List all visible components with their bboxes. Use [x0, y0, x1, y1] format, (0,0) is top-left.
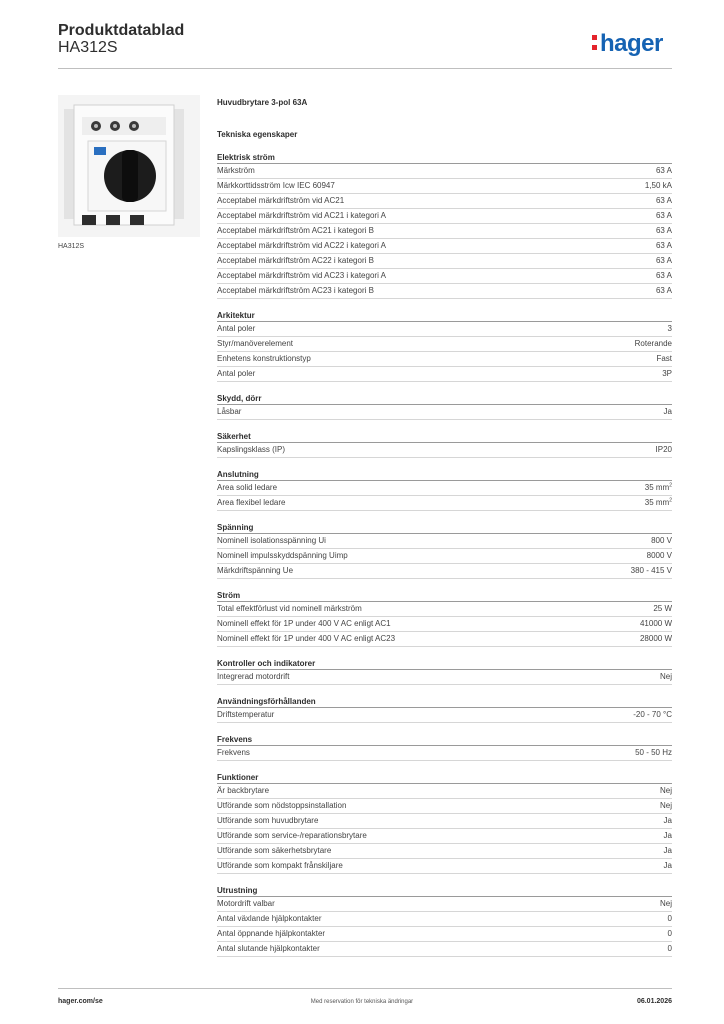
image-caption: HA312S	[58, 243, 85, 250]
product-image	[58, 95, 200, 237]
spec-value: Nej	[659, 786, 672, 795]
spec-section	[217, 152, 672, 299]
spec-value: 25 W	[653, 604, 672, 613]
spec-value: 800 V	[651, 536, 672, 545]
spec-label: Motordrift valbar	[217, 899, 275, 908]
spec-value: Nej	[659, 672, 672, 681]
spec-label: Acceptabel märkdriftström vid AC23 i kategori A	[217, 271, 386, 280]
spec-value: 63 A	[655, 241, 672, 250]
spec-row	[217, 443, 672, 458]
section-title: Kontroller och indikatorer	[217, 658, 672, 670]
spec-value: Ja	[663, 407, 672, 416]
spec-row	[217, 194, 672, 209]
spec-row	[217, 927, 672, 942]
spec-value: 3	[667, 324, 672, 333]
unit-superscript: 2	[669, 482, 672, 489]
spec-section	[217, 696, 672, 723]
spec-row	[217, 617, 672, 632]
section-title: Elektrisk ström	[217, 152, 672, 164]
spec-label: Märkström	[217, 166, 255, 175]
spec-label: Acceptabel märkdriftström AC22 i kategori B	[217, 256, 374, 265]
spec-value: Ja	[663, 831, 672, 840]
section-title: Ström	[217, 590, 672, 602]
spec-label: Acceptabel märkdriftström vid AC21 i kategori A	[217, 211, 386, 220]
spec-row	[217, 337, 672, 352]
spec-row	[217, 632, 672, 647]
spec-row	[217, 352, 672, 367]
spec-value: 63 A	[655, 271, 672, 280]
spec-value: 3P	[662, 369, 672, 378]
spec-row	[217, 164, 672, 179]
spec-label: Antal slutande hjälpkontakter	[217, 944, 320, 953]
spec-value: 380 - 415 V	[630, 566, 672, 575]
section-title: Anslutning	[217, 469, 672, 481]
spec-section	[217, 885, 672, 957]
header-divider	[58, 68, 672, 69]
section-title: Användningsförhållanden	[217, 696, 672, 708]
spec-value: 35 $mm^2$	[644, 482, 672, 492]
spec-section	[217, 658, 672, 685]
spec-value: 8000 V	[646, 551, 672, 560]
spec-label: Area flexibel ledare	[217, 498, 286, 507]
spec-label: Total effektförlust vid nominell märkström	[217, 604, 362, 613]
section-title: Skydd, dörr	[217, 393, 672, 405]
switch-disconnector-illustration	[58, 95, 200, 237]
spec-value: 63 A	[655, 256, 672, 265]
footer-date: 06.01.2026	[636, 998, 672, 1005]
spec-row	[217, 254, 672, 269]
spec-label: Låsbar	[217, 407, 242, 416]
spec-value: Nej	[659, 899, 672, 908]
spec-value: 0	[667, 944, 672, 953]
spec-row	[217, 367, 672, 382]
spec-value: -20 - 70 °C	[633, 710, 672, 719]
spec-row	[217, 670, 672, 685]
spec-label: Antal poler	[217, 369, 256, 378]
section-title: Frekvens	[217, 734, 672, 746]
spec-row	[217, 799, 672, 814]
spec-value: 0	[667, 929, 672, 938]
spec-row	[217, 481, 672, 496]
spec-row	[217, 829, 672, 844]
spec-section	[217, 590, 672, 647]
footer-disclaimer: Med reservation för tekniska ändringar	[310, 999, 414, 1005]
spec-value: IP20	[655, 445, 672, 454]
spec-label: Antal växlande hjälpkontakter	[217, 914, 322, 923]
spec-row	[217, 405, 672, 420]
spec-row	[217, 942, 672, 957]
spec-section	[217, 431, 672, 458]
spec-value: Ja	[663, 816, 672, 825]
spec-label: Styr/manöverelement	[217, 339, 294, 348]
spec-value: 41000 W	[639, 619, 672, 628]
spec-value: Ja	[663, 861, 672, 870]
spec-label: Nominell impulsskyddspänning Uimp	[217, 551, 348, 560]
spec-value: 63 A	[655, 226, 672, 235]
spec-label: Antal poler	[217, 324, 256, 333]
spec-row	[217, 269, 672, 284]
spec-row	[217, 496, 672, 511]
spec-row	[217, 746, 672, 761]
spec-section	[217, 772, 672, 874]
spec-row	[217, 912, 672, 927]
product-title: Huvudbrytare 3-pol 63A	[217, 98, 308, 107]
spec-row	[217, 602, 672, 617]
spec-value: 63 A	[655, 166, 672, 175]
spec-value: 63 A	[655, 286, 672, 295]
spec-value: Nej	[659, 801, 672, 810]
spec-row	[217, 844, 672, 859]
spec-label: Utförande som huvudbrytare	[217, 816, 319, 825]
spec-label: Nominell isolationsspänning Ui	[217, 536, 326, 545]
spec-value: 1,50 kA	[644, 181, 672, 190]
spec-row	[217, 322, 672, 337]
spec-row	[217, 224, 672, 239]
spec-label: Acceptabel märkdriftström vid AC21	[217, 196, 345, 205]
tech-heading: Tekniska egenskaper	[217, 130, 298, 139]
unit-superscript: 2	[669, 497, 672, 504]
section-title: Funktioner	[217, 772, 672, 784]
spec-row	[217, 784, 672, 799]
spec-panel	[217, 97, 672, 957]
spec-value: 63 A	[655, 196, 672, 205]
spec-label: Acceptabel märkdriftström AC21 i kategori B	[217, 226, 374, 235]
section-title: Utrustning	[217, 885, 672, 897]
product-code: HA312S	[58, 39, 118, 56]
spec-row	[217, 239, 672, 254]
spec-value: 28000 W	[639, 634, 672, 643]
section-title: Säkerhet	[217, 431, 672, 443]
spec-section	[217, 393, 672, 420]
spec-section	[217, 734, 672, 761]
spec-row	[217, 564, 672, 579]
spec-label: Driftstemperatur	[217, 710, 275, 719]
spec-row	[217, 179, 672, 194]
spec-value: Roterande	[634, 339, 672, 348]
spec-section	[217, 310, 672, 382]
footer-divider	[58, 988, 672, 989]
spec-value: 50 - 50 Hz	[635, 748, 672, 757]
section-title: Arkitektur	[217, 310, 672, 322]
section-title: Spänning	[217, 522, 672, 534]
spec-row	[217, 897, 672, 912]
spec-row	[217, 708, 672, 723]
spec-label: Acceptabel märkdriftström vid AC22 i kategori A	[217, 241, 386, 250]
spec-value: 35 $mm^2$	[644, 497, 672, 507]
spec-label: Är backbrytare	[217, 786, 270, 795]
spec-value: 63 A	[655, 211, 672, 220]
logo-dots-icon	[592, 30, 599, 50]
spec-label: Antal öppnande hjälpkontakter	[217, 929, 326, 938]
spec-label: Kapslingsklass (IP)	[217, 445, 286, 454]
footer-website: hager.com/se	[58, 998, 103, 1005]
spec-section	[217, 469, 672, 511]
spec-label: Utförande som service-/reparationsbrytare	[217, 831, 367, 840]
spec-value: 0	[667, 914, 672, 923]
spec-label: Area solid ledare	[217, 483, 278, 492]
spec-label: Märkdriftspänning Ue	[217, 566, 294, 575]
spec-row	[217, 534, 672, 549]
spec-row	[217, 814, 672, 829]
spec-sections	[217, 152, 672, 957]
spec-label: Utförande som säkerhetsbrytare	[217, 846, 332, 855]
spec-label: Nominell effekt för 1P under 400 V AC enligt AC1	[217, 619, 391, 628]
spec-label: Märkkorttidsström Icw IEC 60947	[217, 181, 335, 190]
spec-section	[217, 522, 672, 579]
spec-value: Fast	[656, 354, 672, 363]
spec-label: Nominell effekt för 1P under 400 V AC enligt AC23	[217, 634, 396, 643]
spec-label: Utförande som nödstoppsinstallation	[217, 801, 347, 810]
spec-row	[217, 859, 672, 874]
document-title: Produktdatablad	[58, 22, 185, 39]
spec-label: Frekvens	[217, 748, 250, 757]
spec-label: Enhetens konstruktionstyp	[217, 354, 311, 363]
spec-row	[217, 209, 672, 224]
spec-label: Acceptabel märkdriftström AC23 i kategori B	[217, 286, 374, 295]
hager-logo: hager	[592, 30, 663, 58]
spec-label: Integrerad motordrift	[217, 672, 290, 681]
spec-value: Ja	[663, 846, 672, 855]
spec-label: Utförande som kompakt frånskiljare	[217, 861, 343, 870]
spec-row	[217, 549, 672, 564]
spec-row	[217, 284, 672, 299]
